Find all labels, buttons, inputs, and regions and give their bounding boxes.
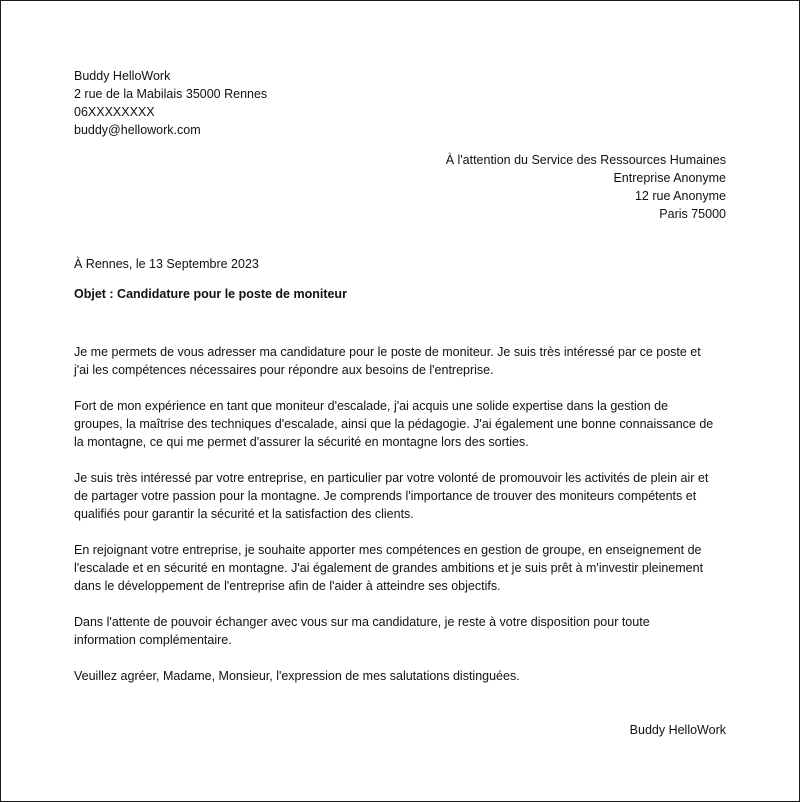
letter-body (74, 343, 726, 703)
paragraph-line: Fort de mon expérience en tant que moniteur d'escalade, j'ai acquis une solide expertise dans la gestion de (74, 399, 669, 413)
recipient-company: Entreprise Anonyme (613, 171, 726, 185)
body-paragraph (74, 613, 726, 649)
paragraph-line: j'ai les compétences nécessaires pour répondre aux besoins de l'entreprise. (74, 363, 494, 377)
sender-name: Buddy HelloWork (74, 69, 171, 83)
sender-block (74, 67, 726, 139)
sender-address: 2 rue de la Mabilais 35000 Rennes (74, 87, 268, 101)
paragraph-line: de partager votre passion pour la montagne. Je comprends l'importance de trouver des moniteurs compétents et (74, 489, 697, 503)
recipient-attention: À l'attention du Service des Ressources Humaines (445, 153, 726, 167)
letter-date: À Rennes, le 13 Septembre 2023 (74, 257, 259, 271)
paragraph-line: la montagne, ce qui me permet d'assurer la sécurité en montagne lors des sorties. (74, 435, 529, 449)
paragraph-line: Je suis très intéressé par votre entreprise, en particulier par votre volonté de promouvoir les activités de plein air et (74, 471, 709, 485)
body-paragraph (74, 469, 726, 523)
paragraph-line: information complémentaire. (74, 633, 232, 647)
body-paragraph (74, 343, 726, 379)
paragraph-line: l'escalade et en sécurité en montagne. J'ai également de grandes ambitions et je suis prêt à m'investir pleinement (74, 561, 704, 575)
sender-email: buddy@hellowork.com (74, 123, 201, 137)
body-paragraph (74, 667, 726, 685)
paragraph-line: Je me permets de vous adresser ma candidature pour le poste de moniteur. Je suis très intéressé par ce poste et (74, 345, 701, 359)
letter-subject: Objet : Candidature pour le poste de moniteur (74, 287, 347, 301)
paragraph-line: Dans l'attente de pouvoir échanger avec vous sur ma candidature, je reste à votre disposition pour toute (74, 615, 650, 629)
paragraph-line: En rejoignant votre entreprise, je souhaite apporter mes compétences en gestion de groupe, en enseignement de (74, 543, 702, 557)
paragraph-line: Veuillez agréer, Madame, Monsieur, l'expression de mes salutations distinguées. (74, 669, 520, 683)
paragraph-line: qualifiés pour garantir la sécurité et la satisfaction des clients. (74, 507, 414, 521)
recipient-block (74, 151, 726, 223)
body-paragraph (74, 541, 726, 595)
body-paragraph (74, 397, 726, 451)
paragraph-line: dans le développement de l'entreprise afin de l'aider à atteindre ses objectifs. (74, 579, 501, 593)
signature: Buddy HelloWork (629, 723, 726, 737)
paragraph-line: groupes, la maîtrise des techniques d'escalade, ainsi que la pédagogie. J'ai également une bonne connaissance de (74, 417, 714, 431)
recipient-city: Paris 75000 (659, 207, 726, 221)
sender-phone: 06XXXXXXXX (74, 105, 155, 119)
recipient-street: 12 rue Anonyme (634, 189, 726, 203)
